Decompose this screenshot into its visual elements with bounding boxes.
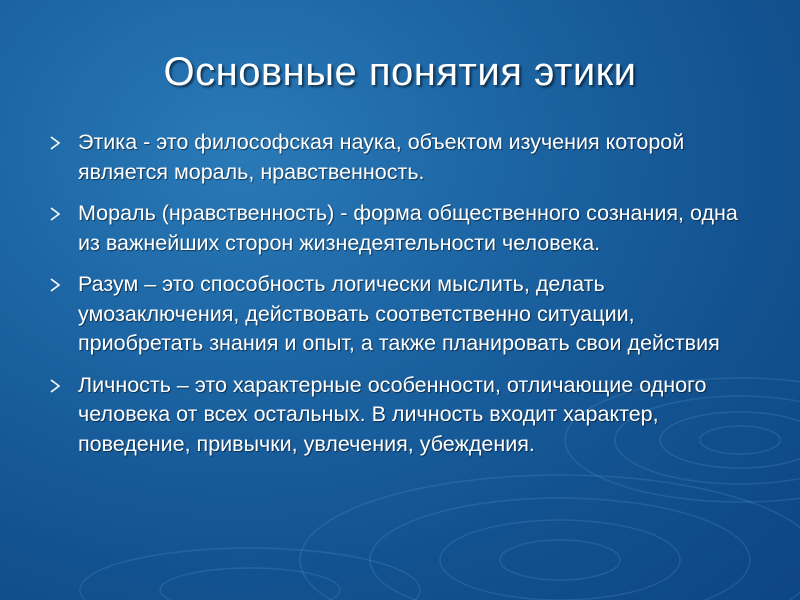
bullet-text: Этика - это философская наука, объектом изучения которой является мораль, нравственность. [78, 130, 685, 184]
list-item [48, 199, 738, 258]
chevron-right-icon [48, 379, 62, 393]
bullet-list [48, 128, 738, 471]
chevron-right-icon [48, 278, 62, 292]
list-item [48, 371, 738, 460]
chevron-right-icon [48, 207, 62, 221]
chevron-right-icon [48, 136, 62, 150]
bullet-text: Личность – это характерные особенности, отличающие одного человека от всех остальных. В личность входит характер, поведение, привычки, увлечения, убеждения. [78, 372, 707, 456]
slide-title: Основные понятия этики [163, 50, 637, 94]
list-item [48, 128, 738, 187]
list-item [48, 270, 738, 359]
bullet-text: Мораль (нравственность) - форма общественного сознания, одна из важнейших сторон жизнедеятельности человека. [78, 201, 738, 255]
bullet-text: Разум – это способность логически мыслить, делать умозаключения, действовать соответственно ситуации, приобретать знания и опыт, а также планировать свои действия [78, 272, 720, 355]
